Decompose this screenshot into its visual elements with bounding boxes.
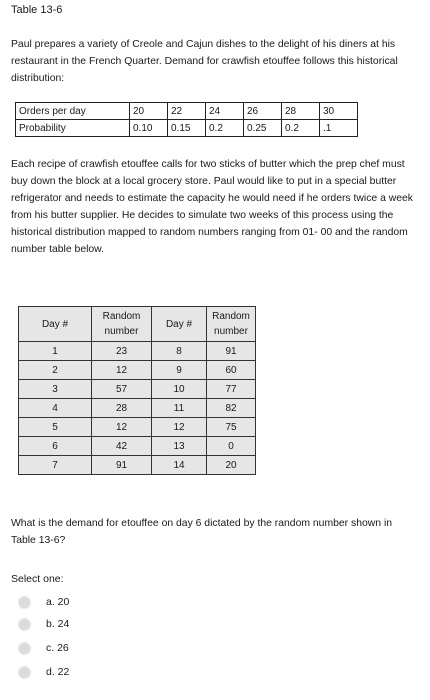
day-cell: 6 [19, 437, 92, 456]
option-label: b. 24 [46, 618, 70, 630]
distribution-table [15, 102, 358, 137]
random-number-cell: 28 [92, 399, 152, 418]
table-row [19, 342, 256, 361]
probability-cell: 0.2 [282, 120, 320, 137]
radio-button[interactable] [18, 618, 31, 631]
table-label: Table 13-6 [11, 4, 63, 16]
day-cell: 4 [19, 399, 92, 418]
day-cell: 3 [19, 380, 92, 399]
random-header-bottom: number [104, 326, 139, 337]
day-cell: 11 [152, 399, 207, 418]
random-number-header [207, 307, 256, 342]
orders-cell: 30 [320, 103, 358, 120]
random-number-cell: 77 [207, 380, 256, 399]
day-cell: 1 [19, 342, 92, 361]
day-cell: 9 [152, 361, 207, 380]
option-label: a. 20 [46, 596, 70, 608]
day-header: Day # [152, 307, 207, 342]
day-cell: 8 [152, 342, 207, 361]
option-label: d. 22 [46, 666, 70, 678]
radio-button[interactable] [18, 666, 31, 679]
probability-cell: 0.2 [206, 120, 244, 137]
probability-label: Probability [16, 120, 130, 137]
table-row [19, 456, 256, 475]
random-header-bottom: number [214, 326, 248, 337]
intro-paragraph: Paul prepares a variety of Creole and Cajun dishes to the delight of his diners at his restaurant in the French Quarter. Demand for crawfish etouffee follows this historical distribution: [11, 39, 398, 84]
table-row [19, 399, 256, 418]
random-number-cell: 12 [92, 418, 152, 437]
random-number-cell: 57 [92, 380, 152, 399]
random-number-cell: 60 [207, 361, 256, 380]
random-table-header [19, 307, 256, 342]
probability-cell: 0.25 [244, 120, 282, 137]
orders-row [16, 103, 358, 120]
option-c[interactable] [18, 637, 69, 659]
orders-cell: 26 [244, 103, 282, 120]
scenario-paragraph: Each recipe of crawfish etouffee calls for two sticks of butter which the prep chef must buy down the block at a local grocery store. Paul would like to put in a special butter refrigerator and needs to estimate the capacity he would need if he orders twice a week from his butter supplier. He decides to simulate two weeks of this process using the historical distribution mapped to random numbers ranging from 01- 00 and the random number table below. [11, 159, 413, 255]
day-cell: 12 [152, 418, 207, 437]
day-cell: 5 [19, 418, 92, 437]
random-number-cell: 42 [92, 437, 152, 456]
random-header-top: Random [212, 311, 250, 322]
random-number-cell: 75 [207, 418, 256, 437]
random-number-cell: 91 [92, 456, 152, 475]
random-number-header [92, 307, 152, 342]
radio-button[interactable] [18, 642, 31, 655]
probability-cell: 0.10 [130, 120, 168, 137]
day-cell: 10 [152, 380, 207, 399]
random-header-top: Random [102, 311, 141, 322]
random-number-cell: 12 [92, 361, 152, 380]
table-row [19, 418, 256, 437]
random-number-cell: 20 [207, 456, 256, 475]
probability-cell: .1 [320, 120, 358, 137]
day-cell: 13 [152, 437, 207, 456]
day-cell: 7 [19, 456, 92, 475]
orders-cell: 20 [130, 103, 168, 120]
random-number-table [18, 306, 256, 475]
random-number-cell: 82 [207, 399, 256, 418]
orders-per-day-label: Orders per day [16, 103, 130, 120]
table-row [19, 380, 256, 399]
table-row [19, 437, 256, 456]
random-number-cell: 0 [207, 437, 256, 456]
orders-cell: 28 [282, 103, 320, 120]
day-cell: 2 [19, 361, 92, 380]
day-header: Day # [19, 307, 92, 342]
radio-button[interactable] [18, 596, 31, 609]
table-row [19, 361, 256, 380]
day-cell: 14 [152, 456, 207, 475]
option-a[interactable] [18, 591, 69, 613]
random-table-body [19, 342, 256, 475]
option-b[interactable] [18, 613, 69, 635]
orders-cell: 22 [168, 103, 206, 120]
option-d[interactable] [18, 661, 69, 683]
probability-row [16, 120, 358, 137]
random-number-cell: 91 [207, 342, 256, 361]
option-label: c. 26 [46, 642, 69, 654]
question-text: What is the demand for etouffee on day 6 dictated by the random number shown in Table 13-6? [11, 518, 393, 546]
select-one-label: Select one: [11, 573, 64, 585]
random-number-cell: 23 [92, 342, 152, 361]
orders-cell: 24 [206, 103, 244, 120]
probability-cell: 0.15 [168, 120, 206, 137]
